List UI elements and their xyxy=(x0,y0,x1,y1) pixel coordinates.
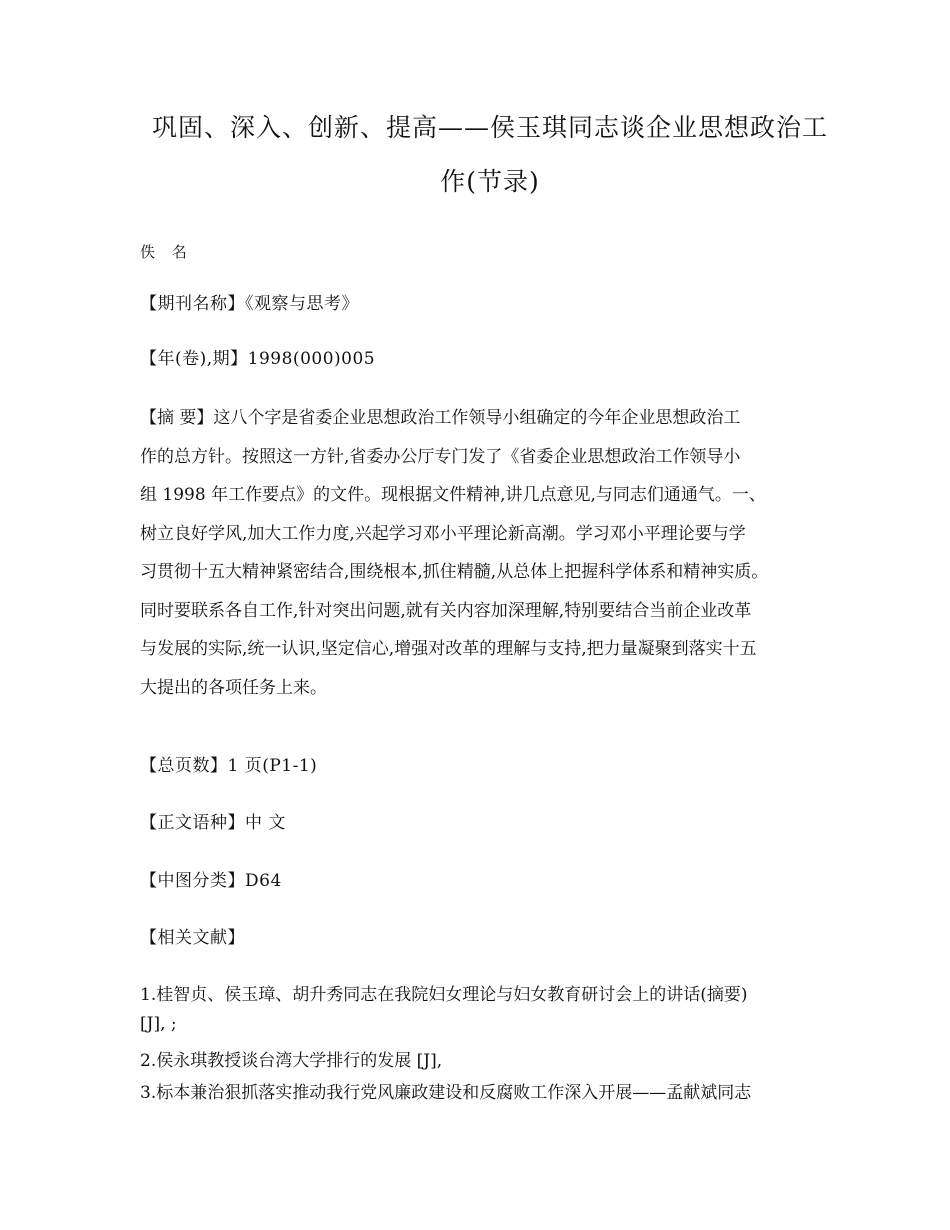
abstract-line: 习贯彻十五大精神紧密结合,围绕根本,抓住精髓,从总体上把握科学体系和精神实质。 xyxy=(140,562,769,582)
document-title-line-1: 巩固、深入、创新、提高——侯玉琪同志谈企业思想政治工 xyxy=(151,113,828,142)
journal-name: 【期刊名称】《观察与思考》 xyxy=(140,294,359,314)
abstract-line: 作的总方针。按照这一方针,省委办公厅专门发了《省委企业思想政治工作领导小 xyxy=(140,446,741,467)
text-language: 【正文语种】中 文 xyxy=(140,813,286,833)
author: 佚 名 xyxy=(140,243,193,261)
reference-item: 3.标本兼治狠抓落实推动我行党风廉政建设和反腐败工作深入开展——孟献斌同志 xyxy=(140,1083,752,1103)
abstract-line: 同时要联系各自工作,针对突出问题,就有关内容加深理解,特别要结合当前企业改革 xyxy=(140,600,752,621)
related-heading: 【相关文献】 xyxy=(140,928,245,948)
abstract-line: 大提出的各项任务上来。 xyxy=(140,677,327,698)
abstract xyxy=(140,399,820,707)
reference-item: 2.侯永琪教授谈台湾大学排行的发展 [J], xyxy=(140,1051,443,1071)
abstract-line: 组 1998 年工作要点》的文件。现根据文件精神,讲几点意见,与同志们通通气。一、 xyxy=(140,485,766,505)
abstract-line: 树立良好学风,加大工作力度,兴起学习邓小平理论新高潮。学习邓小平理论要与学 xyxy=(140,523,746,544)
classification: 【中图分类】D64 xyxy=(140,871,282,891)
reference-item-continued: [J], ; xyxy=(140,1014,177,1034)
reference-item: 1.桂智贞、侯玉璋、胡升秀同志在我院妇女理论与妇女教育研讨会上的讲话(摘要) xyxy=(140,985,748,1005)
abstract-line: 与发展的实际,统一认识,坚定信心,增强对改革的理解与支持,把力量凝聚到落实十五 xyxy=(140,639,757,659)
year-issue: 【年(卷),期】1998(000)005 xyxy=(140,349,376,369)
document-title-line-2: 作(节录) xyxy=(440,167,540,196)
total-pages: 【总页数】1 页(P1-1) xyxy=(140,756,318,776)
abstract-line: 【摘 要】这八个字是省委企业思想政治工作领导小组确定的今年企业思想政治工 xyxy=(140,408,741,428)
